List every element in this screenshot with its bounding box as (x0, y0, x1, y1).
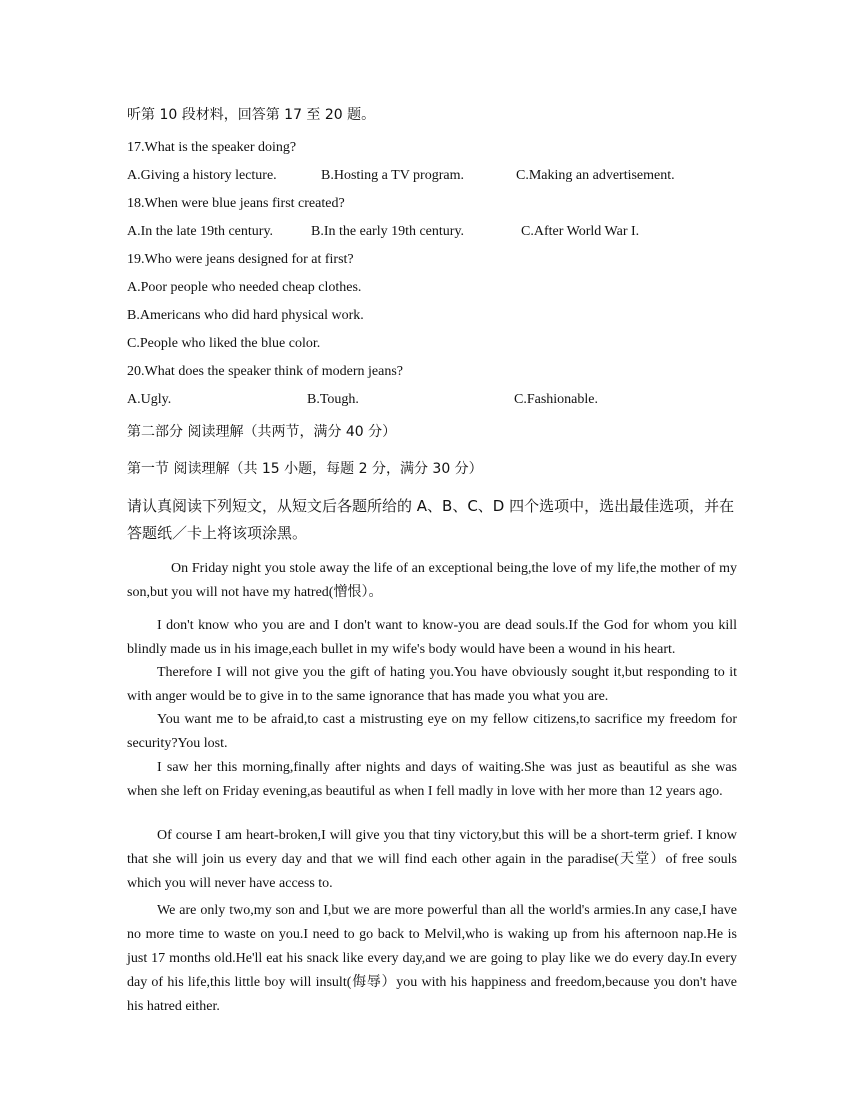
passage-paragraph-6: Of course I am heart-broken,I will give you that tiny victory,but this will be a short-term grief. I know that she will join us every day and that we will find each other again in the paradise(天堂）of free souls which you will never have access to. (127, 828, 737, 891)
reading-instruction: 请认真阅读下列短文，从短文后各题所给的 A、B、C、D 四个选项中，选出最佳选项，并在答题纸／卡上将该项涂黑。 (127, 497, 735, 542)
question-19-option-c: C.People who liked the blue color. (127, 336, 321, 351)
question-17-stem: 17.What is the speaker doing? (127, 140, 297, 155)
passage-paragraph-4: You want me to be afraid,to cast a mistrusting eye on my fellow citizens,to sacrifice my freedom for security?You lost. (127, 712, 737, 751)
passage-paragraph-5: I saw her this morning,finally after nights and days of waiting.She was just as beautiful as she was when she left on Friday evening,as beautiful as when I fell madly in love with her more than 12 years ago. (127, 760, 737, 799)
question-17-option-b: B.Hosting a TV program. (321, 168, 464, 183)
question-20-option-a: A.Ugly. (127, 392, 172, 407)
question-20-option-c: C.Fashionable. (514, 392, 598, 407)
question-17-option-c: C.Making an advertisement. (516, 168, 675, 183)
question-19-stem: 19.Who were jeans designed for at first? (127, 252, 354, 267)
passage-paragraph-2: I don't know who you are and I don't want to know-you are dead souls.If the God for whom you kill blindly made us in his image,each bullet in my wife's body would have been a wound in his heart. (127, 618, 737, 657)
section-one-title: 第一节 阅读理解（共 15 小题，每题 2 分，满分 30 分） (127, 461, 483, 477)
question-18-option-b: B.In the early 19th century. (311, 224, 465, 239)
question-19-option-a: A.Poor people who needed cheap clothes. (127, 280, 362, 295)
listening-section-heading: 听第 10 段材料，回答第 17 至 20 题。 (127, 107, 376, 123)
part-two-title: 第二部分 阅读理解（共两节，满分 40 分） (127, 424, 397, 440)
passage-paragraph-1: On Friday night you stole away the life of an exceptional being,the love of my life,the mother of my son,but you will not have my hatred(憎恨）。 (127, 561, 737, 600)
passage-paragraph-7: We are only two,my son and I,but we are more powerful than all the world's armies.In any case,I have no more time to waste on you.I need to go back to Melvil,who is waking up from his afternoon nap.He is just 17 months old.He'll eat his snack like every day,and we are going to play like we do every day.In every day of his life,this little boy will insult(侮辱）you with his happiness and freedom,because you don't have his hatred either. (127, 903, 737, 1014)
question-17-option-a: A.Giving a history lecture. (127, 168, 277, 183)
question-18-option-c: C.After World War I. (521, 224, 640, 239)
question-20-stem: 20.What does the speaker think of modern jeans? (127, 364, 404, 379)
question-18-stem: 18.When were blue jeans first created? (127, 196, 345, 211)
question-18-option-a: A.In the late 19th century. (127, 224, 274, 239)
passage-paragraph-3: Therefore I will not give you the gift of hating you.You have obviously sought it,but responding to it with anger would be to give in to the same ignorance that has made you what you are. (127, 665, 737, 704)
question-19-option-b: B.Americans who did hard physical work. (127, 308, 364, 323)
question-20-option-b: B.Tough. (307, 392, 359, 407)
